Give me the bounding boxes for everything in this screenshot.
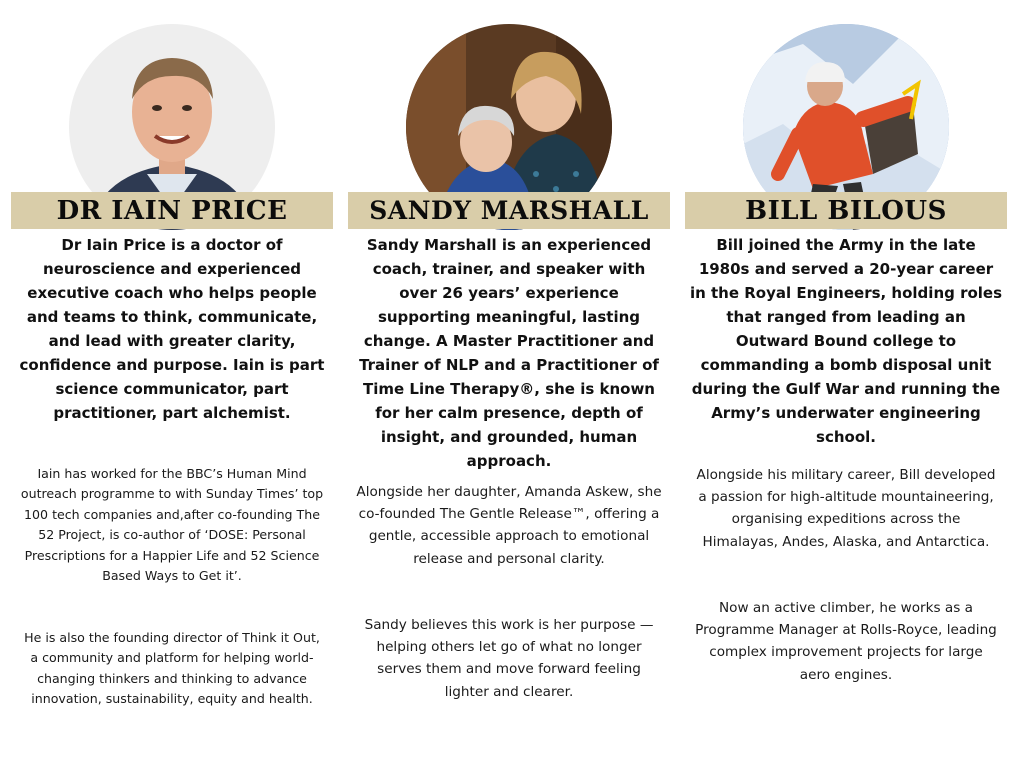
name-banner xyxy=(11,192,333,229)
bio-summary: Dr Iain Price is a doctor of neuroscience and experienced executive coach who helps people and teams to think, communicate, and lead with greater clarity, confidence and purpose. Iain is part science communicator, part practitioner, part alchemist. xyxy=(19,236,325,422)
bio-detail-paragraph: Iain has worked for the BBC’s Human Mind outreach programme to with Sunday Times’ top 100 tech companies and,after co-founding The 52 Project, is co-author of ‘DOSE: Personal Prescriptions for a Happier Life and 52 Science Based Ways to Get it’. xyxy=(20,466,324,584)
bio-summary: Sandy Marshall is an experienced coach, trainer, and speaker with over 26 years’ experience supporting meaningful, lasting change. A Master Practitioner and Trainer of NLP and a Practitioner of Time Line Therapy®, she is known for her calm presence, depth of insight, and grounded, human approach. xyxy=(359,236,659,470)
bio-detail-paragraph: He is also the founding director of Think it Out, a community and platform for helping world-changing thinkers and thinking to advance innovation, sustainability, equity and health. xyxy=(24,630,320,707)
bio-summary: Bill joined the Army in the late 1980s and served a 20-year career in the Royal Engineers, holding roles that ranged from leading an Outward Bound college to commanding a bomb disposal unit during the Gulf War and running the Army’s underwater engineering school. xyxy=(689,236,1003,446)
bio-detail-paragraph: Now an active climber, he works as a Programme Manager at Rolls-Royce, leading complex improvement projects for large aero engines. xyxy=(695,600,997,683)
profile-card-iain-price xyxy=(11,0,333,765)
person-name: BILL BILOUS xyxy=(745,195,947,226)
bio-detail-paragraph: Alongside his military career, Bill developed a passion for high-altitude mountaineering, organising expeditions across the Himalayas, Andes, Alaska, and Antarctica. xyxy=(696,467,996,550)
bio-detail-paragraph: Sandy believes this work is her purpose — helping others let go of what no longer serves them and move forward feeling lighter and clearer. xyxy=(364,617,654,700)
bio-detail-paragraph: Alongside her daughter, Amanda Askew, she co-founded The Gentle Release™, offering a gentle, accessible approach to emotional release and personal clarity. xyxy=(356,484,662,567)
person-name: SANDY MARSHALL xyxy=(369,196,649,225)
name-banner xyxy=(685,192,1007,229)
name-banner xyxy=(348,192,670,229)
profile-card-sandy-marshall xyxy=(348,0,670,765)
profile-card-bill-bilous xyxy=(685,0,1007,765)
person-name: DR IAIN PRICE xyxy=(56,195,288,226)
